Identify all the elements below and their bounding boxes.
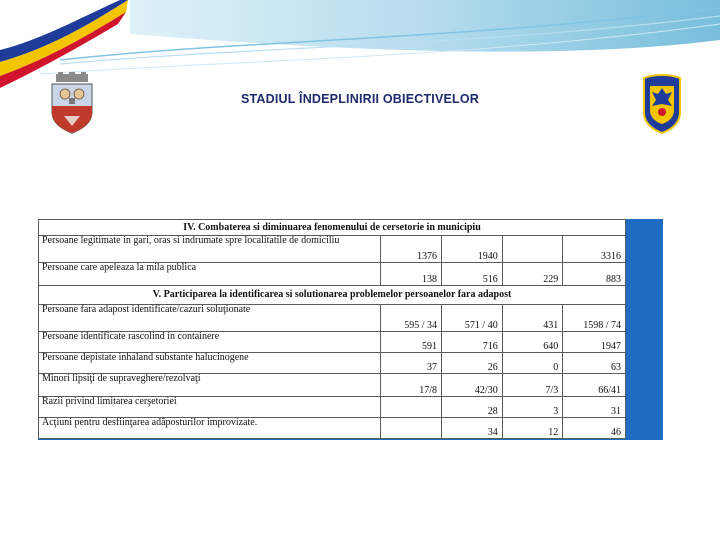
row-label: Acţiuni pentru desfiinţarea adăposturilor improvizate. <box>39 418 381 439</box>
cell-value: 1598 / 74 <box>563 305 626 332</box>
cell-value: 7/3 <box>502 374 563 397</box>
row-label: Persoane fara adapost identificate/cazuri soluţionate <box>39 305 381 332</box>
cell-value: 0 <box>502 353 563 374</box>
cell-value: 571 / 40 <box>442 305 503 332</box>
section-v-header: V. Participarea la identificarea si solutionarea problemelor persoanelor fara adapost <box>39 286 626 305</box>
row-label: Persoane care apeleaza la mila publica <box>39 263 381 286</box>
cell-value: 591 <box>381 332 442 353</box>
table-section-header <box>39 286 626 305</box>
row-label: Persoane legitimate in gari, oras si indrumate spre localitatile de domiciliu <box>39 236 381 263</box>
cell-value: 12 <box>502 418 563 439</box>
cell-value: 28 <box>442 397 503 418</box>
cell-value: 716 <box>442 332 503 353</box>
table-row <box>39 263 626 286</box>
cell-value: 1376 <box>381 236 442 263</box>
cell-value: 883 <box>563 263 626 286</box>
row-label: Persoane identificate rascolind in containere <box>39 332 381 353</box>
statistics-table <box>38 219 626 439</box>
cell-value: 42/30 <box>442 374 503 397</box>
table-section-header <box>39 220 626 236</box>
slide-title: STADIUL ÎNDEPLINIRII OBIECTIVELOR <box>240 92 480 107</box>
table-row <box>39 397 626 418</box>
cell-value: 138 <box>381 263 442 286</box>
cell-value: 46 <box>563 418 626 439</box>
table-row <box>39 374 626 397</box>
cell-value: 1947 <box>563 332 626 353</box>
header-swoosh-decoration <box>0 0 720 90</box>
cell-value: 431 <box>502 305 563 332</box>
cell-value <box>381 397 442 418</box>
section-iv-header: IV. Combaterea si diminuarea fenomenului de cersetorie in municipiu <box>39 220 626 236</box>
police-emblem <box>640 72 684 134</box>
statistics-table-panel <box>38 219 663 440</box>
table-row <box>39 305 626 332</box>
row-label: Razii privind limitarea cerşetoriei <box>39 397 381 418</box>
cell-value: 31 <box>563 397 626 418</box>
cell-value: 640 <box>502 332 563 353</box>
cell-value <box>381 418 442 439</box>
cell-value: 229 <box>502 263 563 286</box>
cell-value: 516 <box>442 263 503 286</box>
table-row <box>39 418 626 439</box>
cell-value: 66/41 <box>563 374 626 397</box>
table-row <box>39 236 626 263</box>
cell-value <box>502 236 563 263</box>
cell-value: 595 / 34 <box>381 305 442 332</box>
cell-value: 63 <box>563 353 626 374</box>
cell-value: 17/8 <box>381 374 442 397</box>
row-label: Minori lipsiţi de supraveghere/rezolvaţi <box>39 374 381 397</box>
cell-value: 37 <box>381 353 442 374</box>
row-label: Persoane depistate inhaland substante halucinogene <box>39 353 381 374</box>
cell-value: 34 <box>442 418 503 439</box>
cell-value: 3 <box>502 397 563 418</box>
table-row <box>39 332 626 353</box>
table-row <box>39 353 626 374</box>
cell-value: 3316 <box>563 236 626 263</box>
cell-value: 1940 <box>442 236 503 263</box>
cell-value: 26 <box>442 353 503 374</box>
